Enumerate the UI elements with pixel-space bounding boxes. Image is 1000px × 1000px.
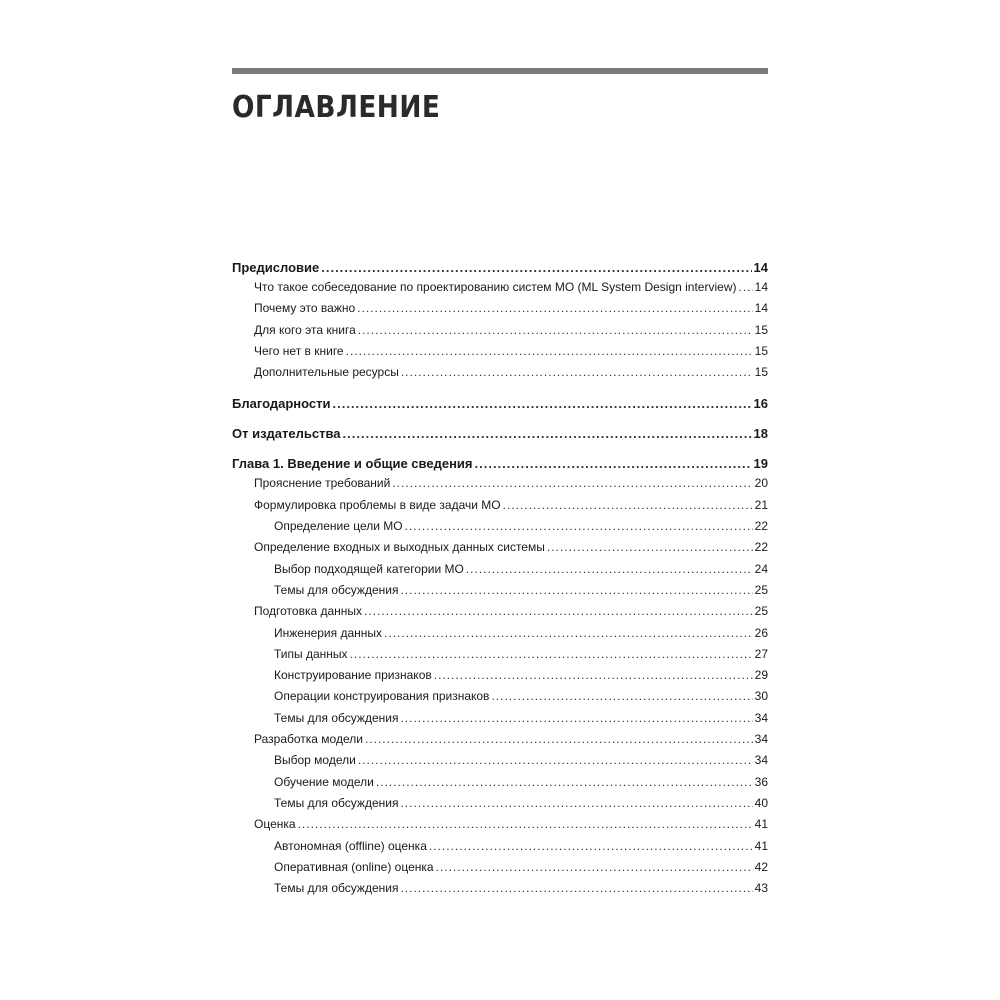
- toc-entry-title: Для кого эта книга: [254, 322, 356, 337]
- toc-entry[interactable]: [232, 729, 768, 750]
- toc-entry[interactable]: [232, 258, 768, 277]
- toc-entry-title: Автономная (offline) оценка: [274, 838, 427, 853]
- toc-entry-page-number: 21: [754, 497, 768, 512]
- top-rule: [232, 68, 768, 74]
- dot-leader: [298, 814, 753, 835]
- toc-entry[interactable]: [232, 454, 768, 473]
- dot-leader: [400, 878, 752, 899]
- toc-entry-title: Операции конструирования признаков: [274, 689, 490, 704]
- toc-entry-page-number: 30: [754, 689, 768, 704]
- toc-entry-title: От издательства: [232, 426, 341, 442]
- dot-leader: [491, 686, 752, 707]
- dot-leader: [346, 341, 753, 362]
- toc-entry-title: Оценка: [254, 817, 296, 832]
- toc-entry[interactable]: [232, 750, 768, 771]
- toc-entry[interactable]: [232, 580, 768, 601]
- toc-entry-page-number: 43: [754, 881, 768, 896]
- toc-entry-page-number: 41: [754, 817, 768, 832]
- toc-entry-page-number: 16: [753, 396, 768, 412]
- dot-leader: [429, 836, 753, 857]
- toc-entry-title: Подготовка данных: [254, 604, 363, 619]
- dot-leader: [400, 793, 752, 814]
- toc-entry-page-number: 29: [754, 668, 768, 683]
- toc-entry-page-number: 40: [754, 795, 768, 810]
- toc-entry-title: Чего нет в книге: [254, 343, 344, 358]
- toc-entry-page-number: 26: [754, 625, 768, 640]
- toc-entry[interactable]: [232, 665, 768, 686]
- toc-entry-page-number: 34: [754, 732, 768, 747]
- toc-entry[interactable]: [232, 644, 768, 665]
- toc-entry-title: Благодарности: [232, 396, 331, 412]
- toc-entry[interactable]: [232, 623, 768, 644]
- toc-entry[interactable]: [232, 559, 768, 580]
- toc-entry-page-number: 22: [754, 540, 768, 555]
- toc-entry[interactable]: [232, 473, 768, 494]
- toc-entry-page-number: 15: [754, 322, 768, 337]
- toc-entry-title: Темы для обсуждения: [274, 795, 399, 810]
- dot-leader: [401, 362, 753, 383]
- dot-leader: [400, 580, 752, 601]
- toc-entry[interactable]: [232, 394, 768, 413]
- toc-entry-title: Что такое собеседование по проектированию систем МО (ML System Design interview): [254, 280, 737, 294]
- toc-entry-page-number: 14: [753, 260, 768, 275]
- dot-leader: [358, 750, 753, 771]
- dot-leader: [365, 729, 753, 750]
- toc-entry[interactable]: [232, 320, 768, 341]
- dot-leader: [332, 394, 751, 413]
- toc-entry[interactable]: [232, 836, 768, 857]
- dot-leader: [466, 559, 753, 580]
- toc-entry[interactable]: [232, 516, 768, 537]
- toc-entry[interactable]: [232, 537, 768, 558]
- toc-entry-page-number: 24: [754, 561, 768, 576]
- dot-leader: [400, 708, 752, 729]
- toc-entry[interactable]: [232, 772, 768, 793]
- dot-leader: [376, 772, 753, 793]
- toc-entry-page-number: 34: [754, 710, 768, 725]
- dot-leader: [738, 277, 752, 298]
- dot-leader: [321, 258, 751, 277]
- toc-entry-title: Почему это важно: [254, 301, 356, 316]
- toc-entry-page-number: 14: [754, 301, 768, 316]
- toc-entry-page-number: 34: [754, 753, 768, 768]
- dot-leader: [503, 495, 753, 516]
- toc-entry-page-number: 15: [754, 343, 768, 358]
- dot-leader: [343, 424, 752, 443]
- toc-entry-title: Прояснение требований: [254, 476, 391, 491]
- toc-entry[interactable]: [232, 601, 768, 622]
- dot-leader: [357, 298, 752, 319]
- dot-leader: [384, 623, 753, 644]
- dot-leader: [436, 857, 753, 878]
- dot-leader: [392, 473, 752, 494]
- toc-entry-page-number: 19: [753, 456, 768, 472]
- toc-entry[interactable]: [232, 686, 768, 707]
- toc-entry-page-number: 41: [754, 838, 768, 853]
- toc-entry-title: Определение входных и выходных данных системы: [254, 540, 545, 555]
- toc-entry-title: Конструирование признаков: [274, 668, 432, 683]
- toc-entry-page-number: 22: [754, 519, 768, 534]
- dot-leader: [364, 601, 753, 622]
- toc-entry-title: Обучение модели: [274, 774, 374, 789]
- dot-leader: [434, 665, 753, 686]
- toc-entry[interactable]: [232, 277, 768, 298]
- page-title: ОГЛАВЛЕНИЕ: [232, 90, 441, 125]
- toc-entry-title: Дополнительные ресурсы: [254, 365, 399, 380]
- toc-entry-page-number: 27: [754, 646, 768, 661]
- toc-entry-page-number: 18: [753, 426, 768, 442]
- toc-entry[interactable]: [232, 814, 768, 835]
- toc-entry[interactable]: [232, 857, 768, 878]
- toc-entry-title: Глава 1. Введение и общие сведения: [232, 456, 473, 472]
- toc-entry-title: Формулировка проблемы в виде задачи МО: [254, 497, 501, 512]
- toc-entry[interactable]: [232, 495, 768, 516]
- dot-leader: [547, 537, 753, 558]
- toc-entry-title: Типы данных: [274, 646, 348, 661]
- toc-entry-page-number: 25: [754, 582, 768, 597]
- toc-entry[interactable]: [232, 793, 768, 814]
- toc-entry-title: Оперативная (online) оценка: [274, 859, 434, 874]
- toc-entry-title: Темы для обсуждения: [274, 881, 399, 896]
- page-header: [232, 68, 768, 128]
- toc-entry-page-number: 42: [754, 859, 768, 874]
- toc-entry[interactable]: [232, 424, 768, 443]
- toc-entry-title: Разработка модели: [254, 732, 363, 747]
- toc-entry-page-number: 20: [754, 476, 768, 491]
- toc-entry-title: Темы для обсуждения: [274, 710, 399, 725]
- toc-entry-page-number: 36: [754, 774, 768, 789]
- toc-entry[interactable]: [232, 362, 768, 383]
- toc-entry-page-number: 14: [754, 280, 768, 294]
- toc-entry-page-number: 15: [754, 365, 768, 380]
- dot-leader: [350, 644, 753, 665]
- toc-entry-page-number: 25: [754, 604, 768, 619]
- toc-entry-title: Предисловие: [232, 260, 320, 275]
- toc-entry[interactable]: [232, 878, 768, 899]
- toc-entry-title: Темы для обсуждения: [274, 582, 399, 597]
- toc-entry-title: Выбор модели: [274, 753, 356, 768]
- toc-entry-title: Инженерия данных: [274, 625, 383, 640]
- toc-entry[interactable]: [232, 341, 768, 362]
- dot-leader: [358, 320, 753, 341]
- dot-leader: [475, 454, 752, 473]
- dot-leader: [405, 516, 753, 537]
- toc-entry-title: Выбор подходящей категории МО: [274, 561, 464, 576]
- toc-entry[interactable]: [232, 298, 768, 319]
- toc-entry-title: Определение цели МО: [274, 519, 403, 534]
- table-of-contents: [232, 258, 768, 899]
- toc-entry[interactable]: [232, 708, 768, 729]
